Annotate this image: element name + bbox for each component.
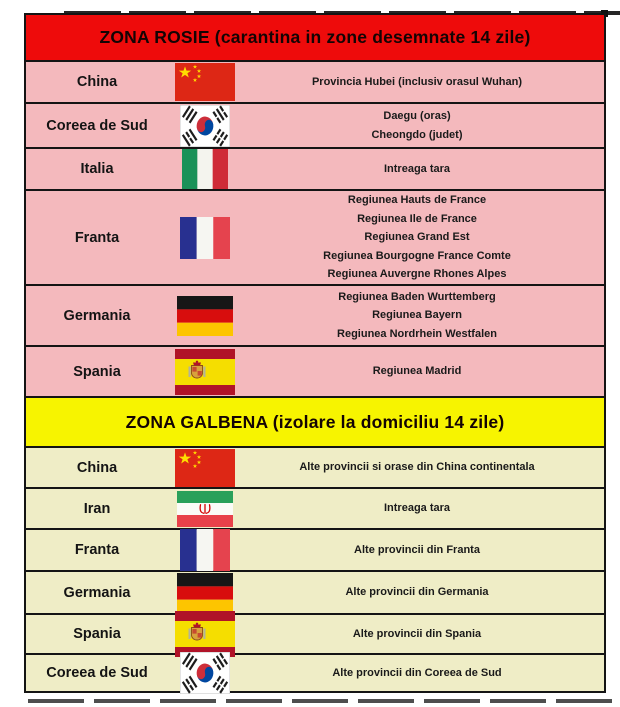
region-text: Alte provincii din Coreea de Sud	[332, 666, 502, 679]
zones-table	[24, 13, 606, 693]
region-text: Regiunea Nordrhein Westfalen	[337, 327, 497, 340]
south-korea-flag-icon	[164, 655, 246, 691]
regions-cell	[246, 104, 604, 147]
regions-cell	[246, 530, 604, 570]
country-name: Spania	[73, 626, 121, 642]
region-text: Regiunea Madrid	[372, 365, 462, 378]
germany-flag-icon	[164, 286, 246, 345]
china-flag-icon	[164, 62, 246, 102]
gridline-stub	[358, 699, 414, 703]
table-row	[26, 528, 604, 570]
country-name: Italia	[80, 161, 114, 177]
regions-cell	[246, 615, 604, 653]
region-text: Provincia Hubei (inclusiv orasul Wuhan)	[311, 75, 523, 88]
gridline-stub	[160, 699, 216, 703]
table-row	[26, 487, 604, 528]
gridline-stub	[94, 699, 150, 703]
country-name: Germania	[63, 307, 131, 324]
country-name: Spania	[73, 363, 121, 380]
region-text: Regiunea Hauts de France	[347, 194, 487, 207]
table-row	[26, 147, 604, 189]
regions-cell	[246, 347, 604, 396]
table-row	[26, 446, 604, 487]
france-flag-icon	[164, 191, 246, 284]
region-text: Regiunea Baden Wurttemberg	[338, 290, 496, 303]
region-text: Alte provincii din Franta	[354, 543, 480, 556]
table-row	[26, 613, 604, 653]
region-text: Alte provincii si orase din China continentala	[299, 461, 535, 474]
country-name: Franta	[74, 229, 120, 246]
gridline-stub	[490, 699, 546, 703]
region-text: Intreaga tara	[383, 162, 451, 175]
table-row	[26, 102, 604, 147]
region-text: Intreaga tara	[383, 502, 451, 515]
country-name: China	[76, 459, 118, 476]
france-flag-icon	[164, 530, 246, 570]
region-text: Regiunea Bourgogne France Comte	[323, 249, 511, 262]
regions-cell	[246, 149, 604, 189]
region-text: Regiunea Bayern	[372, 309, 462, 322]
regions-cell	[246, 62, 604, 102]
table-row	[26, 653, 604, 691]
south-korea-flag-icon	[164, 104, 246, 147]
region-text: Cheongdo (judet)	[371, 128, 463, 141]
gridline-stub	[28, 699, 84, 703]
gridline-stub	[226, 699, 282, 703]
germany-flag-icon	[164, 572, 246, 613]
region-text: Alte provincii din Spania	[352, 627, 482, 640]
yellow-zone	[26, 396, 604, 691]
country-name: Franta	[74, 542, 120, 558]
region-text: Regiunea Ile de France	[357, 212, 477, 225]
table-row	[26, 284, 604, 345]
italy-flag-icon	[164, 149, 246, 189]
regions-cell	[246, 191, 604, 284]
region-text: Regiunea Grand Est	[364, 231, 470, 244]
gridline-stub	[556, 699, 612, 703]
table-row	[26, 60, 604, 102]
spain-flag-icon	[164, 347, 246, 396]
regions-cell	[246, 448, 604, 487]
iran-flag-icon	[164, 489, 246, 528]
region-text: Regiunea Auvergne Rhones Alpes	[327, 268, 507, 281]
gridline-stub	[424, 699, 480, 703]
country-name: Iran	[83, 500, 111, 517]
region-text: Daegu (oras)	[383, 109, 451, 122]
country-name: Coreea de Sud	[46, 117, 148, 134]
regions-cell	[246, 286, 604, 345]
table-row	[26, 570, 604, 613]
country-name: Coreea de Sud	[46, 665, 148, 681]
country-name: China	[76, 74, 118, 90]
red-zone	[26, 15, 604, 396]
country-name: Germania	[63, 584, 131, 601]
gridline-stub	[292, 699, 348, 703]
region-text: Alte provincii din Germania	[345, 586, 489, 599]
regions-cell	[246, 655, 604, 691]
spain-flag-icon	[164, 615, 246, 653]
regions-cell	[246, 572, 604, 613]
table-row	[26, 189, 604, 284]
regions-cell	[246, 489, 604, 528]
yellow-zone-header: ZONA GALBENA (izolare la domiciliu 14 zile)	[26, 396, 604, 446]
china-flag-icon	[164, 448, 246, 487]
table-row	[26, 345, 604, 396]
red-zone-header: ZONA ROSIE (carantina in zone desemnate 14 zile)	[26, 15, 604, 60]
